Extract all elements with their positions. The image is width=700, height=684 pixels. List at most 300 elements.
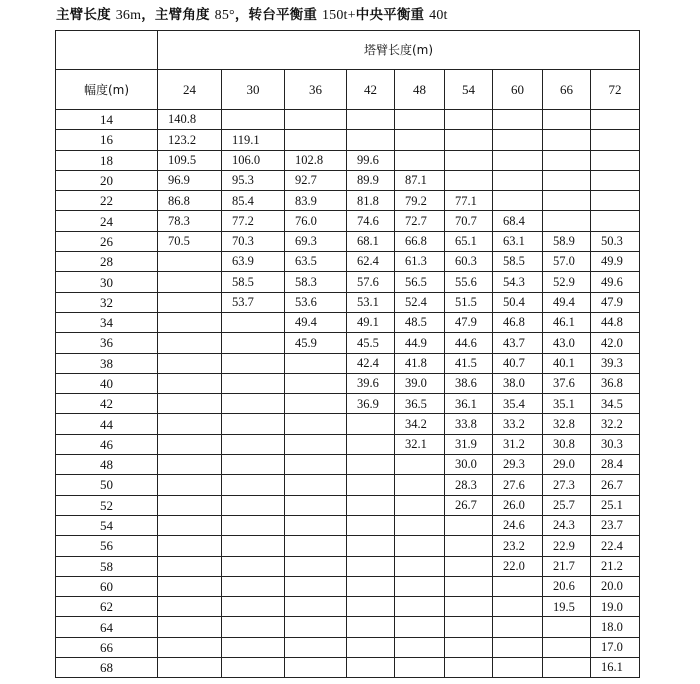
radius-cell: 24	[56, 211, 158, 231]
load-cell	[158, 252, 222, 272]
load-cell	[445, 130, 493, 150]
load-cell: 26.0	[493, 495, 543, 515]
load-cell	[222, 637, 285, 657]
load-cell	[285, 475, 347, 495]
load-cell: 77.1	[445, 191, 493, 211]
load-cell: 46.8	[493, 312, 543, 332]
load-cell: 36.1	[445, 394, 493, 414]
load-cell	[347, 130, 395, 150]
load-cell: 58.9	[543, 231, 591, 251]
load-cell	[222, 434, 285, 454]
load-cell: 58.5	[493, 252, 543, 272]
radius-cell: 22	[56, 191, 158, 211]
table-row	[56, 191, 640, 211]
load-cell	[543, 110, 591, 130]
load-cell	[158, 373, 222, 393]
load-cell	[445, 515, 493, 535]
load-cell	[285, 597, 347, 617]
table-row	[56, 272, 640, 292]
load-cell: 92.7	[285, 170, 347, 190]
jib-length-column-header: 48	[395, 70, 445, 110]
table-row	[56, 292, 640, 312]
turntable-counterweight-label: 转台平衡重	[248, 7, 318, 23]
load-cell: 30.3	[591, 434, 640, 454]
load-cell: 61.3	[395, 252, 445, 272]
load-cell: 57.6	[347, 272, 395, 292]
load-cell: 21.7	[543, 556, 591, 576]
radius-cell: 28	[56, 252, 158, 272]
radius-cell: 36	[56, 333, 158, 353]
load-cell	[285, 556, 347, 576]
load-cell: 39.6	[347, 373, 395, 393]
load-cell: 123.2	[158, 130, 222, 150]
load-cell	[285, 434, 347, 454]
load-cell	[493, 150, 543, 170]
load-cell: 70.3	[222, 231, 285, 251]
title-separator: ，	[234, 7, 249, 23]
load-cell: 38.6	[445, 373, 493, 393]
radius-header: 幅度(m)	[56, 70, 158, 110]
load-cell	[285, 515, 347, 535]
table-row	[56, 170, 640, 190]
table-row	[56, 373, 640, 393]
table-row	[56, 637, 640, 657]
load-cell	[493, 170, 543, 190]
load-cell: 47.9	[445, 312, 493, 332]
load-cell	[347, 637, 395, 657]
load-cell: 31.2	[493, 434, 543, 454]
load-cell	[158, 292, 222, 312]
load-cell: 76.0	[285, 211, 347, 231]
load-cell	[158, 637, 222, 657]
jib-length-column-header: 72	[591, 70, 640, 110]
load-cell: 26.7	[591, 475, 640, 495]
table-row	[56, 353, 640, 373]
load-cell	[347, 617, 395, 637]
radius-cell: 54	[56, 515, 158, 535]
load-cell	[543, 191, 591, 211]
load-cell: 53.6	[285, 292, 347, 312]
load-cell	[222, 373, 285, 393]
load-cell	[222, 333, 285, 353]
load-cell	[222, 658, 285, 678]
load-cell	[445, 597, 493, 617]
table-row	[56, 455, 640, 475]
load-cell: 36.9	[347, 394, 395, 414]
radius-cell: 48	[56, 455, 158, 475]
load-cell	[543, 637, 591, 657]
table-row	[56, 150, 640, 170]
load-cell: 40.7	[493, 353, 543, 373]
load-cell	[591, 191, 640, 211]
load-cell: 45.5	[347, 333, 395, 353]
load-cell: 43.0	[543, 333, 591, 353]
load-cell	[222, 576, 285, 596]
load-cell: 57.0	[543, 252, 591, 272]
load-cell	[222, 414, 285, 434]
radius-cell: 46	[56, 434, 158, 454]
load-cell: 72.7	[395, 211, 445, 231]
load-cell: 39.3	[591, 353, 640, 373]
load-cell: 78.3	[158, 211, 222, 231]
load-cell: 24.6	[493, 515, 543, 535]
load-cell: 54.3	[493, 272, 543, 292]
radius-cell: 30	[56, 272, 158, 292]
load-cell	[445, 637, 493, 657]
load-cell: 68.4	[493, 211, 543, 231]
load-cell	[395, 475, 445, 495]
load-cell	[158, 475, 222, 495]
load-cell: 53.7	[222, 292, 285, 312]
load-cell: 62.4	[347, 252, 395, 272]
load-cell	[158, 495, 222, 515]
radius-cell: 52	[56, 495, 158, 515]
radius-cell: 38	[56, 353, 158, 373]
load-cell	[395, 637, 445, 657]
load-cell	[591, 130, 640, 150]
load-cell: 43.7	[493, 333, 543, 353]
load-cell: 19.5	[543, 597, 591, 617]
load-cell: 52.4	[395, 292, 445, 312]
load-cell: 102.8	[285, 150, 347, 170]
load-cell	[158, 333, 222, 353]
load-cell	[285, 617, 347, 637]
load-cell: 66.8	[395, 231, 445, 251]
load-cell: 70.7	[445, 211, 493, 231]
load-cell: 49.4	[285, 312, 347, 332]
load-cell: 49.1	[347, 312, 395, 332]
load-cell: 42.4	[347, 353, 395, 373]
load-cell: 32.1	[395, 434, 445, 454]
load-cell: 63.5	[285, 252, 347, 272]
load-cell: 60.3	[445, 252, 493, 272]
load-cell: 25.7	[543, 495, 591, 515]
load-cell: 95.3	[222, 170, 285, 190]
table-row	[56, 394, 640, 414]
load-cell	[347, 556, 395, 576]
load-cell: 63.9	[222, 252, 285, 272]
load-cell: 36.5	[395, 394, 445, 414]
load-cell	[395, 597, 445, 617]
load-cell	[395, 515, 445, 535]
table-row	[56, 110, 640, 130]
load-cell: 34.2	[395, 414, 445, 434]
load-cell: 30.8	[543, 434, 591, 454]
load-cell	[158, 597, 222, 617]
load-cell: 16.1	[591, 658, 640, 678]
load-cell: 106.0	[222, 150, 285, 170]
jib-length-column-header: 42	[347, 70, 395, 110]
load-cell: 17.0	[591, 637, 640, 657]
load-cell	[222, 495, 285, 515]
header-row-columns	[56, 70, 640, 110]
load-cell	[285, 536, 347, 556]
load-cell: 49.4	[543, 292, 591, 312]
load-cell	[445, 556, 493, 576]
load-cell: 47.9	[591, 292, 640, 312]
jib-length-column-header: 24	[158, 70, 222, 110]
load-cell	[445, 658, 493, 678]
load-cell: 18.0	[591, 617, 640, 637]
radius-cell: 32	[56, 292, 158, 312]
load-cell	[285, 110, 347, 130]
table-row	[56, 211, 640, 231]
load-cell: 21.2	[591, 556, 640, 576]
load-cell	[347, 414, 395, 434]
load-cell: 53.1	[347, 292, 395, 312]
load-cell: 32.2	[591, 414, 640, 434]
load-cell: 35.1	[543, 394, 591, 414]
load-cell	[395, 455, 445, 475]
header-row-group	[56, 31, 640, 70]
load-cell: 83.9	[285, 191, 347, 211]
load-cell	[395, 576, 445, 596]
load-cell	[543, 617, 591, 637]
load-cell	[543, 211, 591, 231]
load-cell	[158, 434, 222, 454]
load-cell	[347, 495, 395, 515]
load-cell: 44.8	[591, 312, 640, 332]
load-cell	[493, 617, 543, 637]
jib-length-column-header: 36	[285, 70, 347, 110]
load-cell: 58.5	[222, 272, 285, 292]
load-cell: 30.0	[445, 455, 493, 475]
load-cell: 28.4	[591, 455, 640, 475]
load-cell	[395, 110, 445, 130]
arm-angle-value: 85°	[214, 8, 235, 23]
load-cell	[222, 353, 285, 373]
load-cell: 51.5	[445, 292, 493, 312]
load-cell	[347, 434, 395, 454]
load-cell	[347, 536, 395, 556]
load-cell	[285, 658, 347, 678]
load-cell: 70.5	[158, 231, 222, 251]
load-cell	[158, 617, 222, 637]
radius-cell: 44	[56, 414, 158, 434]
load-cell	[591, 110, 640, 130]
load-cell: 34.5	[591, 394, 640, 414]
load-cell: 44.9	[395, 333, 445, 353]
turntable-counterweight-value: 150t+	[321, 8, 356, 23]
load-cell	[395, 556, 445, 576]
radius-cell: 60	[56, 576, 158, 596]
load-cell	[543, 150, 591, 170]
title-separator: ，	[141, 7, 155, 23]
load-cell	[543, 130, 591, 150]
load-cell	[158, 414, 222, 434]
load-cell	[222, 597, 285, 617]
load-cell	[158, 272, 222, 292]
load-cell	[395, 658, 445, 678]
radius-cell: 16	[56, 130, 158, 150]
load-cell: 32.8	[543, 414, 591, 434]
table-row	[56, 617, 640, 637]
radius-cell: 42	[56, 394, 158, 414]
radius-cell: 40	[56, 373, 158, 393]
load-cell: 39.0	[395, 373, 445, 393]
arm-length-value: 36m	[115, 8, 142, 23]
load-cell	[158, 394, 222, 414]
load-cell	[445, 576, 493, 596]
radius-cell: 18	[56, 150, 158, 170]
load-cell: 22.4	[591, 536, 640, 556]
radius-cell: 64	[56, 617, 158, 637]
load-cell	[395, 617, 445, 637]
table-row	[56, 556, 640, 576]
load-cell	[395, 495, 445, 515]
load-cell: 35.4	[493, 394, 543, 414]
load-cell: 40.1	[543, 353, 591, 373]
load-cell	[493, 576, 543, 596]
load-cell	[445, 150, 493, 170]
load-cell	[158, 455, 222, 475]
load-cell: 33.8	[445, 414, 493, 434]
load-cell	[285, 130, 347, 150]
load-cell: 38.0	[493, 373, 543, 393]
jib-length-column-header: 66	[543, 70, 591, 110]
arm-length-label: 主臂长度	[56, 7, 111, 23]
load-cell: 81.8	[347, 191, 395, 211]
load-cell: 86.8	[158, 191, 222, 211]
jib-length-header: 塔臂长度(m)	[158, 31, 640, 70]
load-cell	[222, 617, 285, 637]
radius-cell: 14	[56, 110, 158, 130]
load-cell	[285, 373, 347, 393]
load-cell	[493, 637, 543, 657]
load-cell: 74.6	[347, 211, 395, 231]
load-cell: 56.5	[395, 272, 445, 292]
load-cell: 41.8	[395, 353, 445, 373]
load-cell: 23.7	[591, 515, 640, 535]
radius-cell: 62	[56, 597, 158, 617]
load-cell	[445, 617, 493, 637]
load-cell: 45.9	[285, 333, 347, 353]
load-cell	[493, 597, 543, 617]
central-counterweight-value: 40t	[429, 8, 448, 23]
load-cell	[543, 170, 591, 190]
table-row	[56, 312, 640, 332]
load-cell: 44.6	[445, 333, 493, 353]
table-row	[56, 130, 640, 150]
load-cell: 52.9	[543, 272, 591, 292]
load-cell: 22.9	[543, 536, 591, 556]
table-row	[56, 658, 640, 678]
table-row	[56, 252, 640, 272]
load-cell	[285, 455, 347, 475]
load-cell	[493, 658, 543, 678]
load-cell	[493, 130, 543, 150]
load-cell: 42.0	[591, 333, 640, 353]
table-row	[56, 515, 640, 535]
load-cell: 77.2	[222, 211, 285, 231]
load-cell	[543, 658, 591, 678]
table-row	[56, 475, 640, 495]
load-cell	[285, 495, 347, 515]
load-cell	[285, 637, 347, 657]
load-cell: 119.1	[222, 130, 285, 150]
load-cell	[347, 455, 395, 475]
load-cell: 63.1	[493, 231, 543, 251]
load-cell	[285, 353, 347, 373]
load-cell	[285, 576, 347, 596]
load-cell	[445, 110, 493, 130]
arm-angle-label: 主臂角度	[154, 7, 210, 23]
load-cell	[222, 475, 285, 495]
load-cell: 22.0	[493, 556, 543, 576]
load-cell: 25.1	[591, 495, 640, 515]
load-cell: 27.6	[493, 475, 543, 495]
load-cell	[158, 515, 222, 535]
corner-cell	[56, 31, 158, 70]
load-cell: 33.2	[493, 414, 543, 434]
table-row	[56, 495, 640, 515]
radius-cell: 68	[56, 658, 158, 678]
load-cell: 41.5	[445, 353, 493, 373]
load-cell	[222, 536, 285, 556]
load-cell: 89.9	[347, 170, 395, 190]
load-cell: 37.6	[543, 373, 591, 393]
load-cell	[395, 150, 445, 170]
load-cell: 140.8	[158, 110, 222, 130]
load-chart-table	[55, 30, 640, 678]
load-cell	[158, 576, 222, 596]
jib-length-column-header: 60	[493, 70, 543, 110]
radius-cell: 26	[56, 231, 158, 251]
load-cell	[158, 312, 222, 332]
load-cell	[395, 130, 445, 150]
load-cell	[158, 353, 222, 373]
table-row	[56, 576, 640, 596]
table-row	[56, 597, 640, 617]
load-cell	[222, 455, 285, 475]
load-cell: 36.8	[591, 373, 640, 393]
load-cell: 109.5	[158, 150, 222, 170]
radius-cell: 58	[56, 556, 158, 576]
radius-cell: 20	[56, 170, 158, 190]
load-cell	[222, 110, 285, 130]
page-title	[56, 3, 448, 24]
central-counterweight-label: 中央平衡重	[355, 7, 425, 23]
load-cell	[493, 191, 543, 211]
load-cell	[158, 658, 222, 678]
load-cell: 50.3	[591, 231, 640, 251]
load-cell: 26.7	[445, 495, 493, 515]
table-row	[56, 231, 640, 251]
load-cell: 49.6	[591, 272, 640, 292]
load-cell: 29.0	[543, 455, 591, 475]
load-cell	[158, 556, 222, 576]
load-cell: 48.5	[395, 312, 445, 332]
load-cell	[395, 536, 445, 556]
load-cell	[591, 150, 640, 170]
load-cell: 20.6	[543, 576, 591, 596]
load-cell: 46.1	[543, 312, 591, 332]
load-cell: 29.3	[493, 455, 543, 475]
load-cell	[347, 475, 395, 495]
table-row	[56, 536, 640, 556]
table-row	[56, 333, 640, 353]
table-row	[56, 414, 640, 434]
load-cell: 49.9	[591, 252, 640, 272]
load-cell	[347, 515, 395, 535]
load-cell: 55.6	[445, 272, 493, 292]
jib-length-column-header: 54	[445, 70, 493, 110]
load-cell: 19.0	[591, 597, 640, 617]
radius-cell: 56	[56, 536, 158, 556]
load-cell	[591, 170, 640, 190]
radius-cell: 50	[56, 475, 158, 495]
load-cell: 23.2	[493, 536, 543, 556]
